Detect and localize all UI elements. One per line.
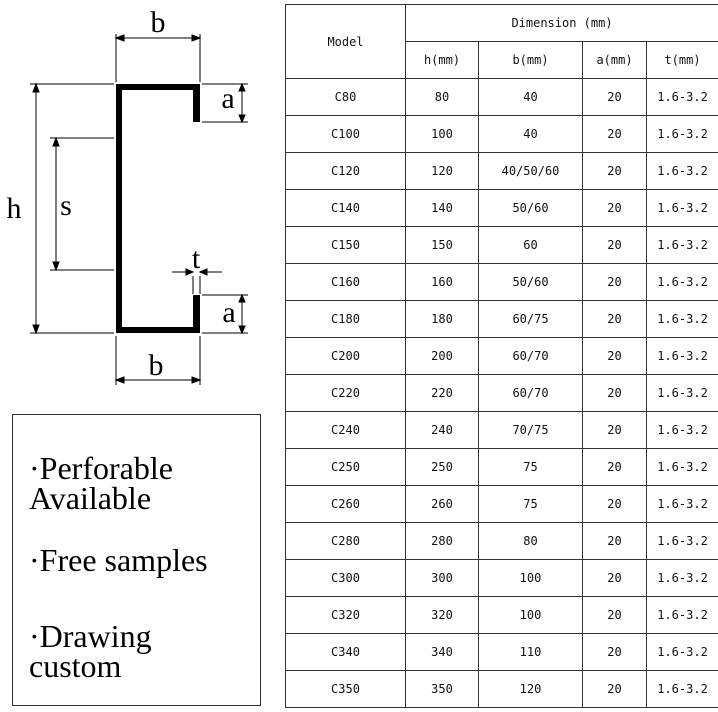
cell-a: 20 <box>583 79 647 116</box>
cell-b: 50/60 <box>479 264 583 301</box>
table-row <box>286 412 718 449</box>
cell-h: 280 <box>406 523 479 560</box>
cell-b: 110 <box>479 634 583 671</box>
cell-h: 250 <box>406 449 479 486</box>
cell-h: 260 <box>406 486 479 523</box>
label-t: t <box>191 242 201 275</box>
cell-t: 1.6-3.2 <box>647 375 718 412</box>
cell-model: C280 <box>286 523 406 560</box>
dimension-b-top <box>116 34 200 82</box>
feature-perforable <box>29 450 173 516</box>
label-a-bottom: a <box>222 296 236 329</box>
feature-perforable-line1: ·Perforable <box>29 450 173 486</box>
cell-b: 60 <box>479 227 583 264</box>
cell-h: 350 <box>406 671 479 708</box>
spec-table <box>285 4 718 708</box>
sub-header-t: t(mm) <box>647 42 718 79</box>
cell-model: C150 <box>286 227 406 264</box>
label-a-top: a <box>221 82 235 115</box>
cell-b: 40 <box>479 116 583 153</box>
cell-a: 20 <box>583 301 647 338</box>
cell-b: 60/75 <box>479 301 583 338</box>
c-channel-profile <box>116 84 200 333</box>
cell-t: 1.6-3.2 <box>647 116 718 153</box>
table-row <box>286 375 718 412</box>
table-row <box>286 264 718 301</box>
cell-b: 40 <box>479 79 583 116</box>
cell-model: C220 <box>286 375 406 412</box>
cell-h: 220 <box>406 375 479 412</box>
sub-header-h: h(mm) <box>406 42 479 79</box>
cell-t: 1.6-3.2 <box>647 79 718 116</box>
cell-model: C250 <box>286 449 406 486</box>
cell-h: 240 <box>406 412 479 449</box>
table-row <box>286 153 718 190</box>
cell-a: 20 <box>583 634 647 671</box>
label-h: h <box>6 192 22 225</box>
spec-table-body <box>286 79 718 708</box>
cell-t: 1.6-3.2 <box>647 560 718 597</box>
cell-t: 1.6-3.2 <box>647 412 718 449</box>
sub-header-b: b(mm) <box>479 42 583 79</box>
cell-h: 160 <box>406 264 479 301</box>
cell-b: 50/60 <box>479 190 583 227</box>
feature-perforable-line2: Available <box>29 480 152 516</box>
cell-b: 80 <box>479 523 583 560</box>
table-header-row <box>286 5 718 42</box>
cell-h: 120 <box>406 153 479 190</box>
features-box <box>12 414 261 706</box>
cell-b: 75 <box>479 449 583 486</box>
label-b-bottom: b <box>148 349 164 382</box>
cell-t: 1.6-3.2 <box>647 634 718 671</box>
cell-h: 80 <box>406 79 479 116</box>
cell-b: 60/70 <box>479 338 583 375</box>
feature-drawing-line2: custom <box>29 648 122 684</box>
table-row <box>286 671 718 708</box>
cell-b: 60/70 <box>479 375 583 412</box>
cell-h: 150 <box>406 227 479 264</box>
cell-b: 40/50/60 <box>479 153 583 190</box>
cell-a: 20 <box>583 486 647 523</box>
cell-b: 120 <box>479 671 583 708</box>
c-channel-diagram <box>0 0 280 400</box>
table-row <box>286 523 718 560</box>
cell-model: C350 <box>286 671 406 708</box>
cell-h: 320 <box>406 597 479 634</box>
cell-t: 1.6-3.2 <box>647 338 718 375</box>
cell-a: 20 <box>583 116 647 153</box>
cell-model: C300 <box>286 560 406 597</box>
cell-a: 20 <box>583 264 647 301</box>
table-row <box>286 486 718 523</box>
cell-t: 1.6-3.2 <box>647 301 718 338</box>
table-row <box>286 449 718 486</box>
cell-model: C120 <box>286 153 406 190</box>
cell-model: C200 <box>286 338 406 375</box>
cell-t: 1.6-3.2 <box>647 264 718 301</box>
cell-a: 20 <box>583 338 647 375</box>
feature-drawing-custom <box>29 618 152 684</box>
cell-a: 20 <box>583 671 647 708</box>
cell-h: 340 <box>406 634 479 671</box>
cell-a: 20 <box>583 449 647 486</box>
cell-a: 20 <box>583 375 647 412</box>
table-row <box>286 116 718 153</box>
cell-a: 20 <box>583 523 647 560</box>
cell-b: 100 <box>479 560 583 597</box>
cell-h: 180 <box>406 301 479 338</box>
cell-t: 1.6-3.2 <box>647 153 718 190</box>
table-row <box>286 597 718 634</box>
cell-b: 70/75 <box>479 412 583 449</box>
cell-h: 100 <box>406 116 479 153</box>
cell-a: 20 <box>583 227 647 264</box>
cell-model: C260 <box>286 486 406 523</box>
cell-a: 20 <box>583 560 647 597</box>
cell-a: 20 <box>583 412 647 449</box>
label-b-top: b <box>150 6 166 39</box>
cell-t: 1.6-3.2 <box>647 227 718 264</box>
cell-model: C180 <box>286 301 406 338</box>
cell-h: 140 <box>406 190 479 227</box>
cell-h: 300 <box>406 560 479 597</box>
label-s: s <box>60 189 72 222</box>
sub-header-a: a(mm) <box>583 42 647 79</box>
cell-a: 20 <box>583 190 647 227</box>
cell-model: C320 <box>286 597 406 634</box>
table-row <box>286 338 718 375</box>
cell-t: 1.6-3.2 <box>647 597 718 634</box>
cell-model: C80 <box>286 79 406 116</box>
feature-drawing-line1: ·Drawing <box>29 618 152 654</box>
table-row <box>286 190 718 227</box>
cell-a: 20 <box>583 153 647 190</box>
cell-t: 1.6-3.2 <box>647 523 718 560</box>
cell-model: C340 <box>286 634 406 671</box>
cell-b: 75 <box>479 486 583 523</box>
dimension-h <box>30 84 114 333</box>
cell-t: 1.6-3.2 <box>647 449 718 486</box>
table-row <box>286 227 718 264</box>
cell-a: 20 <box>583 597 647 634</box>
table-row <box>286 79 718 116</box>
cell-t: 1.6-3.2 <box>647 671 718 708</box>
table-row <box>286 560 718 597</box>
model-header: Model <box>286 5 406 79</box>
cell-model: C140 <box>286 190 406 227</box>
cell-t: 1.6-3.2 <box>647 190 718 227</box>
cell-h: 200 <box>406 338 479 375</box>
cell-model: C160 <box>286 264 406 301</box>
feature-free-samples-line: ·Free samples <box>29 542 208 578</box>
table-row <box>286 634 718 671</box>
feature-free-samples <box>29 542 208 578</box>
cell-model: C240 <box>286 412 406 449</box>
cell-b: 100 <box>479 597 583 634</box>
dimension-header: Dimension (mm) <box>406 5 718 42</box>
cell-t: 1.6-3.2 <box>647 486 718 523</box>
cell-model: C100 <box>286 116 406 153</box>
table-row <box>286 301 718 338</box>
